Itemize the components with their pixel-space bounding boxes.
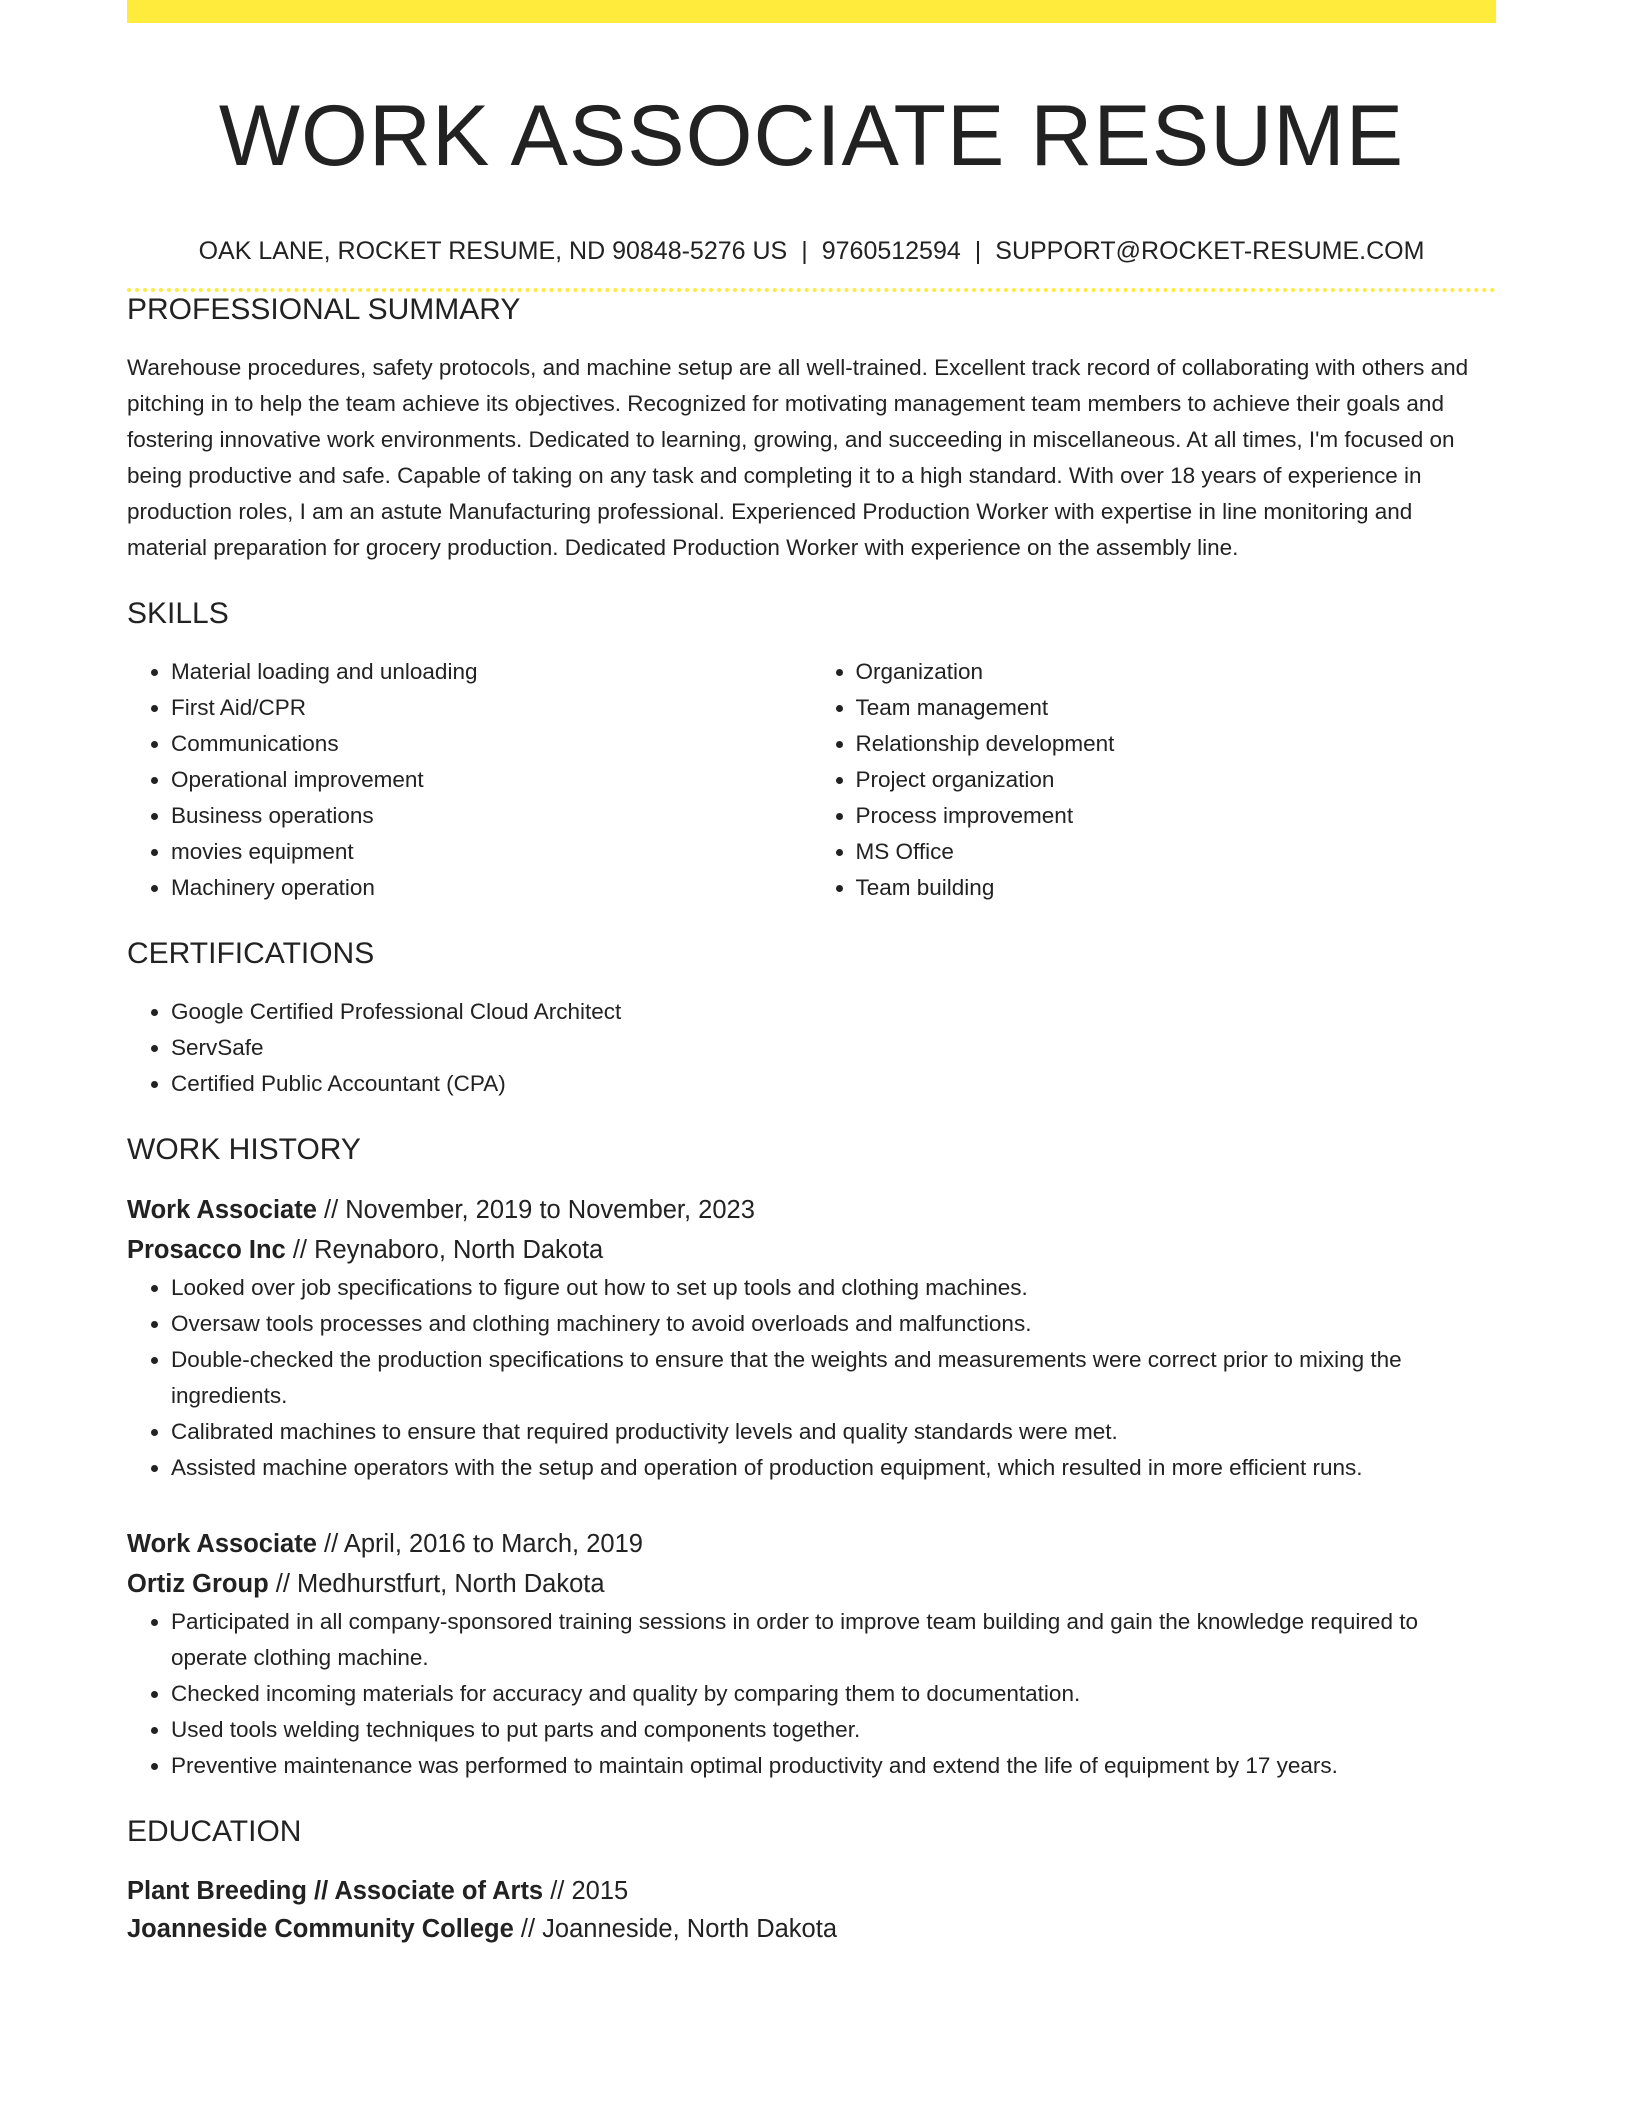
education-degree-line (127, 1872, 1496, 1910)
education-year: // 2015 (543, 1877, 629, 1906)
job-bullets (127, 1270, 1496, 1486)
job-role: Work Associate (127, 1530, 317, 1559)
job-role: Work Associate (127, 1196, 317, 1225)
job-location: // Medhurstfurt, North Dakota (268, 1570, 605, 1599)
summary-heading: PROFESSIONAL SUMMARY (127, 293, 521, 327)
certification-item: • ServSafe (171, 1030, 1496, 1066)
skill-item: • Communications (171, 726, 812, 762)
skill-item: • MS Office (856, 834, 1497, 870)
skills-column-left (127, 654, 812, 906)
skill-item: • Relationship development (856, 726, 1497, 762)
contact-line (127, 236, 1496, 266)
contact-separator: | (801, 237, 808, 266)
skill-item: • Team management (856, 690, 1497, 726)
job-bullet: • Assisted machine operators with the setup and operation of production equipment, which resulted in more efficient runs. (171, 1450, 1496, 1486)
job-company-line (127, 1564, 1496, 1604)
job-bullet: • Used tools welding techniques to put parts and components together. (171, 1712, 1496, 1748)
job-bullet: • Oversaw tools processes and clothing machinery to avoid overloads and malfunctions. (171, 1306, 1496, 1342)
phone: 9760512594 (821, 237, 961, 266)
skills-heading: SKILLS (127, 597, 229, 631)
job-bullet: • Calibrated machines to ensure that required productivity levels and quality standards were met. (171, 1414, 1496, 1450)
skill-item: • Team building (856, 870, 1497, 906)
education-body (127, 1872, 1496, 1948)
certification-item: • Certified Public Accountant (CPA) (171, 1066, 1496, 1102)
job-bullets (127, 1604, 1496, 1784)
education-heading: EDUCATION (127, 1815, 302, 1849)
job-role-line (127, 1190, 1496, 1230)
job-bullet: • Looked over job specifications to figure out how to set up tools and clothing machines. (171, 1270, 1496, 1306)
job-dates: // April, 2016 to March, 2019 (316, 1530, 643, 1559)
skill-item: • Process improvement (856, 798, 1497, 834)
job-entry (127, 1190, 1496, 1486)
certifications-body (127, 994, 1496, 1102)
job-role-line (127, 1524, 1496, 1564)
skill-item: • movies equipment (171, 834, 812, 870)
summary-text: Warehouse procedures, safety protocols, and machine setup are all well-trained. Excellent track record of collaborating with others and pitching in to help the team achieve its objectives. Recognized for motivating management team members to achieve their goals and fostering innovative work environments. Dedicated to learning, growing, and succeeding in miscellaneous. At all times, I'm focused on being productive and safe. Capable of taking on any task and completing it to a high standard. With over 18 years of experience in production roles, I am an astute Manufacturing professional. Experienced Production Worker with expertise in line monitoring and material preparation for grocery production. Dedicated Production Worker with experience on the assembly line. (127, 355, 1469, 561)
education-section (127, 1814, 1496, 1948)
job-company: Prosacco Inc (127, 1236, 286, 1265)
job-company: Ortiz Group (127, 1570, 269, 1599)
skill-item: • Machinery operation (171, 870, 812, 906)
job-entry (127, 1524, 1496, 1784)
skills-section (127, 596, 1496, 906)
skills-column-right (812, 654, 1497, 906)
certifications-list (127, 994, 1496, 1102)
address: OAK LANE, ROCKET RESUME, ND 90848-5276 US (198, 237, 788, 266)
job-location: // Reynaboro, North Dakota (285, 1236, 604, 1265)
job-dates: // November, 2019 to November, 2023 (316, 1196, 755, 1225)
job-bullet: • Preventive maintenance was performed to maintain optimal productivity and extend the life of equipment by 17 years. (171, 1748, 1496, 1784)
certifications-heading: CERTIFICATIONS (127, 937, 375, 971)
accent-bar (127, 0, 1496, 23)
skill-item: • Business operations (171, 798, 812, 834)
resume-page (127, 0, 1496, 1948)
certification-item: • Google Certified Professional Cloud Architect (171, 994, 1496, 1030)
skills-list-left (127, 654, 812, 906)
education-degree: Plant Breeding // Associate of Arts (127, 1877, 544, 1906)
job-bullet: • Participated in all company-sponsored training sessions in order to improve team building and gain the knowledge required to operate clothing machine. (171, 1604, 1496, 1676)
skill-item: • Material loading and unloading (171, 654, 812, 690)
work-history-body (127, 1190, 1496, 1784)
contact-separator: | (974, 237, 982, 266)
skill-item: • Project organization (856, 762, 1497, 798)
skills-grid (127, 654, 1496, 906)
certifications-section (127, 936, 1496, 1102)
job-bullet: • Double-checked the production specifications to ensure that the weights and measurements were correct prior to mixing the ingredients. (171, 1342, 1496, 1414)
work-history-heading: WORK HISTORY (127, 1133, 361, 1167)
job-company-line (127, 1230, 1496, 1270)
email: SUPPORT@ROCKET-RESUME.COM (995, 237, 1425, 266)
skill-item: • First Aid/CPR (171, 690, 812, 726)
resume-title: WORK ASSOCIATE RESUME (218, 88, 1405, 184)
skill-item: • Operational improvement (171, 762, 812, 798)
skills-list-right (812, 654, 1497, 906)
job-bullet: • Checked incoming materials for accuracy and quality by comparing them to documentation. (171, 1676, 1496, 1712)
education-location: // Joanneside, North Dakota (513, 1915, 838, 1944)
education-school-line (127, 1910, 1496, 1948)
skill-item: • Organization (856, 654, 1497, 690)
education-school: Joanneside Community College (127, 1915, 514, 1944)
work-history-section (127, 1132, 1496, 1784)
